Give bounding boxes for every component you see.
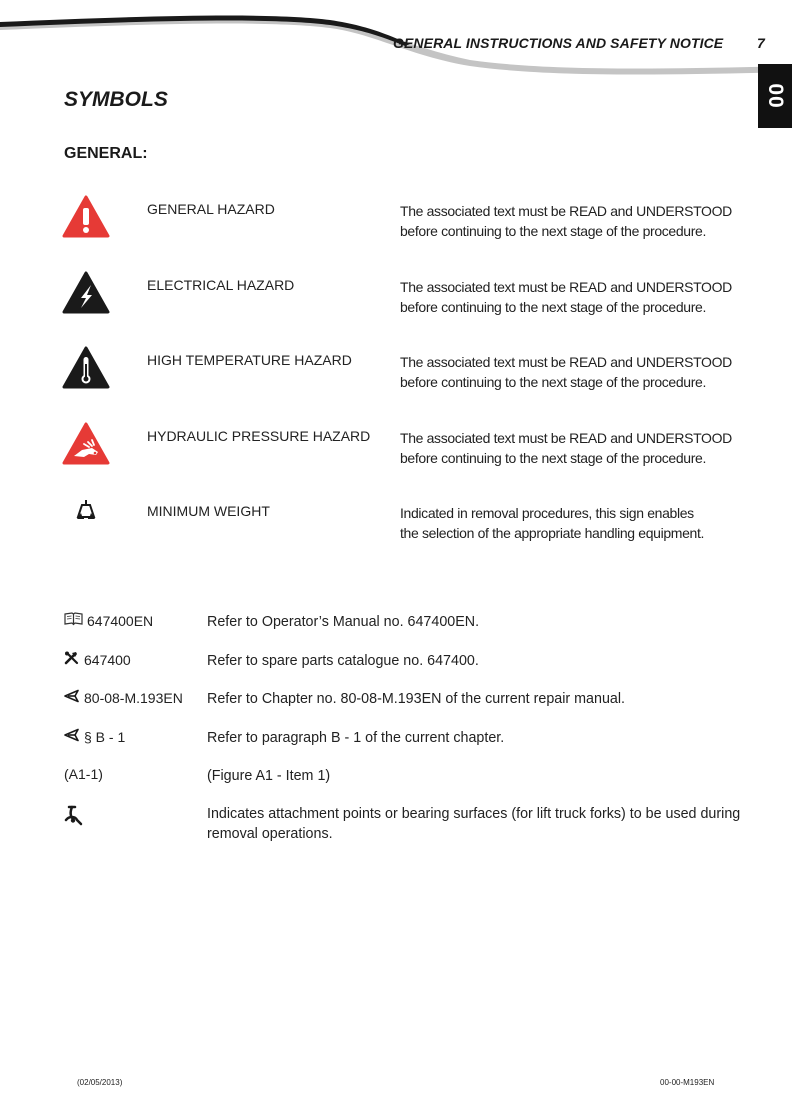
electrical-hazard-icon [62,271,110,315]
reference-text: Refer to Chapter no. 80-08-M.193EN of the current repair manual. [207,691,626,707]
reference-row [0,728,792,752]
reference-code [64,651,131,668]
reference-row [0,651,792,675]
reference-text: (Figure A1 - Item 1) [207,768,331,784]
reference-code-text: § B - 1 [84,728,126,745]
symbol-description [400,428,735,468]
footer-date: (02/05/2013) [77,1078,123,1087]
reference-text: Refer to spare parts catalogue no. 647400. [207,653,479,669]
reference-row [0,766,792,790]
minimum-weight-icon [62,497,110,541]
symbol-row [0,428,792,478]
symbol-description-line: The associated text must be READ and UNDERSTOOD [400,203,732,219]
symbol-description-line: the selection of the appropriate handling equipment. [400,525,705,541]
reference-code-text: 647400 [84,651,131,668]
symbol-description [400,352,735,392]
symbol-name: HIGH TEMPERATURE HAZARD [147,352,352,368]
high-temperature-hazard-icon [62,346,110,390]
symbol-description-line: before continuing to the next stage of the procedure. [400,374,707,390]
paragraph-pointer-icon [64,728,80,745]
symbol-name: ELECTRICAL HAZARD [147,277,295,293]
chapter-pointer-icon [64,689,80,706]
chapter-tab [758,64,792,128]
symbol-description [400,503,735,543]
symbol-description [400,201,735,241]
header-title: GENERAL INSTRUCTIONS AND SAFETY NOTICE [393,35,724,51]
reference-code [64,766,103,782]
symbol-description-line: The associated text must be READ and UNDERSTOOD [400,430,732,446]
reference-code-text: 647400EN [87,612,154,629]
symbol-description [400,277,735,317]
symbol-row [0,503,792,553]
reference-code-text: 80-08-M.193EN [84,689,183,706]
symbol-description-line: before continuing to the next stage of the procedure. [400,223,707,239]
reference-text: Refer to Operator’s Manual no. 647400EN. [207,614,480,630]
reference-row [0,804,792,848]
section-subtitle: GENERAL: [64,145,148,162]
reference-code [64,612,153,629]
reference-code [64,728,125,745]
symbol-name: GENERAL HAZARD [147,201,275,217]
tools-icon [64,651,80,668]
book-icon [64,612,83,629]
symbol-description-line: before continuing to the next stage of the procedure. [400,450,707,466]
symbol-description-line: The associated text must be READ and UNDERSTOOD [400,354,732,370]
reference-row [0,612,792,636]
symbol-description-line: before continuing to the next stage of the procedure. [400,299,707,315]
symbol-description-line: Indicated in removal procedures, this sign enables [400,505,694,521]
reference-code-text: (A1-1) [64,766,103,782]
symbol-row [0,352,792,402]
symbol-name: HYDRAULIC PRESSURE HAZARD [147,428,371,444]
footer-doc-code: 00-00-M193EN [660,1078,715,1087]
hydraulic-pressure-hazard-icon [62,422,110,466]
reference-code [64,689,183,706]
page-title: SYMBOLS [64,88,168,111]
reference-row [0,689,792,713]
symbol-row [0,201,792,251]
reference-text: Refer to paragraph B - 1 of the current chapter. [207,730,505,746]
symbol-row [0,277,792,327]
reference-code [64,804,88,829]
symbol-name: MINIMUM WEIGHT [147,503,270,519]
chapter-tab-label: 00 [764,83,787,109]
symbol-description-line: The associated text must be READ and UNDERSTOOD [400,279,732,295]
attachment-point-icon [64,804,84,829]
reference-text: Indicates attachment points or bearing surfaces (for lift truck forks) to be used during removal operations. [207,806,741,842]
page-number: 7 [757,35,765,51]
general-hazard-icon [62,195,110,239]
